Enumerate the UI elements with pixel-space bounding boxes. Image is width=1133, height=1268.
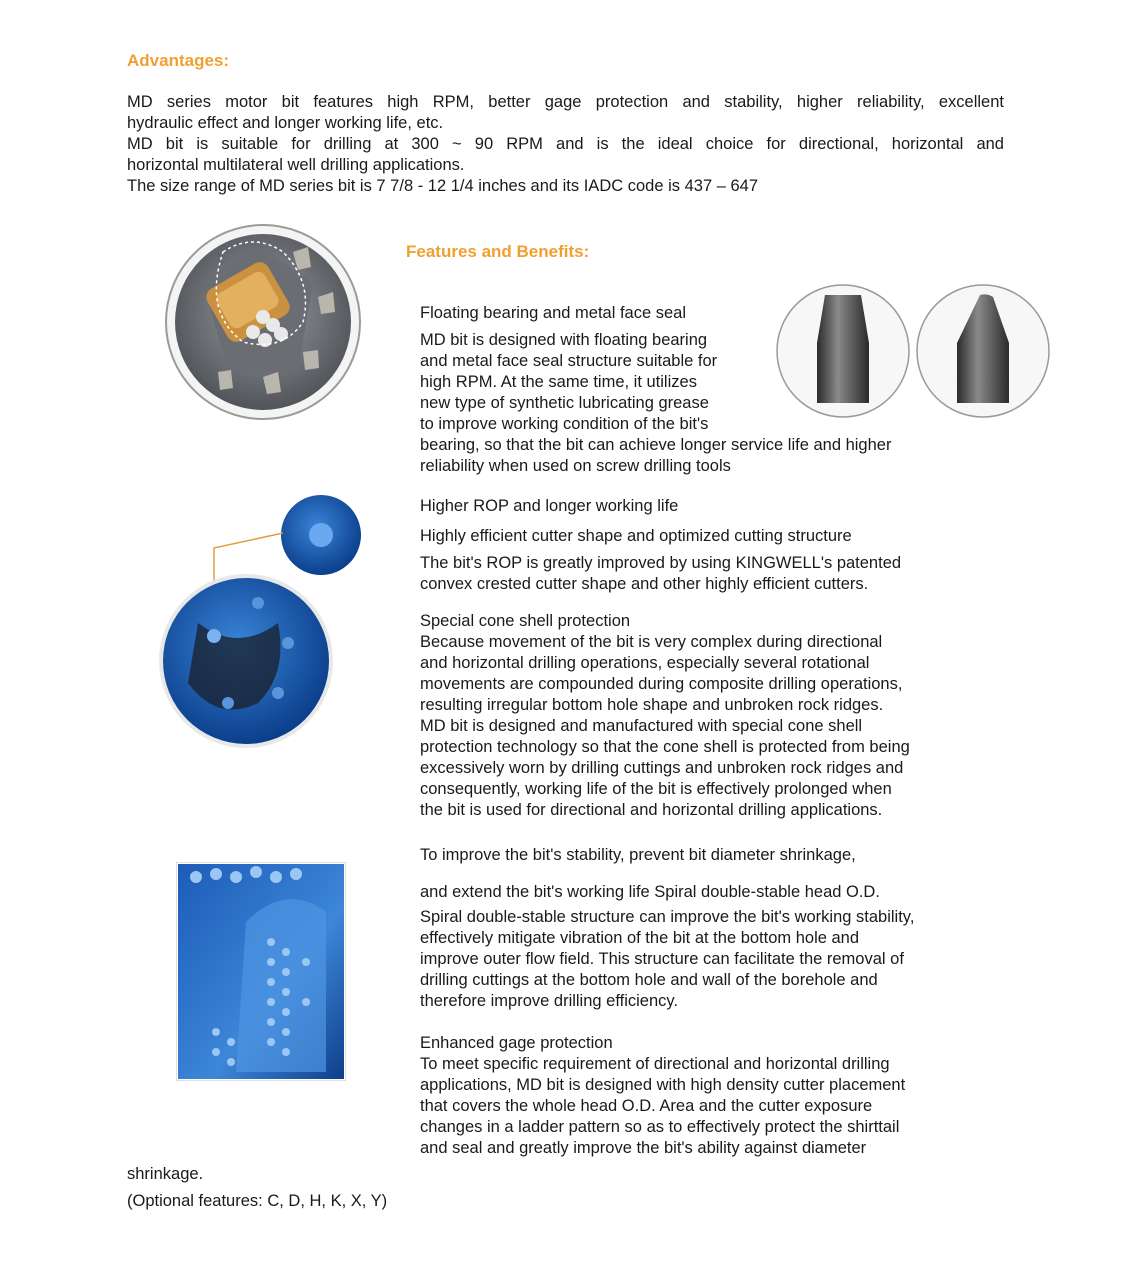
stability-line: improve outer flow field. This structure can facilitate the removal of: [420, 950, 904, 968]
cone-line: the bit is used for directional and horizontal drilling applications.: [420, 801, 883, 819]
rop-subtitle: Highly efficient cutter shape and optimized cutting structure: [420, 527, 852, 545]
cone-line: resulting irregular bottom hole shape and unbroken rock ridges.: [420, 696, 884, 714]
spiral-head-image: [176, 862, 346, 1081]
stability-line: drilling cuttings at the bottom hole and wall of the borehole and: [420, 971, 878, 989]
cone-line: Because movement of the bit is very complex during directional: [420, 633, 883, 651]
advantages-line-1b: hydraulic effect and longer working life, etc.: [127, 114, 444, 132]
features-heading: Features and Benefits:: [406, 242, 590, 261]
cone-line: consequently, working life of the bit is effectively prolonged when: [420, 780, 892, 798]
advantages-text: [127, 92, 1004, 197]
advantages-line-2a: MD bit is suitable for drilling at 300 ~ 90 RPM and is the ideal choice for directional, horizontal and: [127, 135, 1004, 153]
stability-line: Spiral double-stable structure can improve the bit's working stability,: [420, 908, 915, 926]
optional-features: (Optional features: C, D, H, K, X, Y): [127, 1192, 388, 1210]
blue-bit-zoom-image: [158, 493, 368, 749]
cone-line: and horizontal drilling operations, especially several rotational: [420, 654, 870, 672]
bearing-line: reliability when used on screw drilling tools: [420, 457, 731, 475]
cone-line: MD bit is designed and manufactured with special cone shell: [420, 717, 863, 735]
rop-line: convex crested cutter shape and other highly efficient cutters.: [420, 575, 869, 593]
bearing-line: MD bit is designed with floating bearing: [420, 331, 708, 349]
advantages-heading: Advantages:: [127, 51, 230, 70]
cone-line: protection technology so that the cone shell is protected from being: [420, 738, 910, 756]
rop-title: Higher ROP and longer working life: [420, 497, 679, 515]
cone-section: [420, 611, 910, 821]
stability-title-2: and extend the bit's working life Spiral double-stable head O.D.: [420, 883, 880, 901]
cone-line: excessively worn by drilling cuttings and unbroken rock ridges and: [420, 759, 904, 777]
gage-line: and seal and greatly improve the bit's ability against diameter: [420, 1139, 867, 1157]
bearing-line: and metal face seal structure suitable for: [420, 352, 718, 370]
stability-line: therefore improve drilling efficiency.: [420, 992, 679, 1010]
gage-line: changes in a ladder pattern so as to effectively protect the shirttail: [420, 1118, 900, 1136]
gage-line: that covers the whole head O.D. Area and the cutter exposure: [420, 1097, 873, 1115]
gage-title: Enhanced gage protection: [420, 1034, 613, 1052]
bearing-line: bearing, so that the bit can achieve longer service life and higher: [420, 436, 892, 454]
bearing-line: to improve working condition of the bit's: [420, 415, 709, 433]
gage-tail: shrinkage.: [127, 1165, 204, 1183]
bearing-title: Floating bearing and metal face seal: [420, 304, 686, 322]
stability-line: effectively mitigate vibration of the bit at the bottom hole and: [420, 929, 860, 947]
gage-line: applications, MD bit is designed with high density cutter placement: [420, 1076, 906, 1094]
stability-section: [420, 882, 914, 1012]
advantages-line-3: The size range of MD series bit is 7 7/8 - 12 1/4 inches and its IADC code is 437 – 647: [127, 177, 758, 195]
advantages-line-1a: MD series motor bit features high RPM, better gage protection and stability, higher reliability, excellent: [127, 93, 1004, 111]
rop-line: The bit's ROP is greatly improved by using KINGWELL's patented: [420, 554, 902, 572]
advantages-line-2b: horizontal multilateral well drilling applications.: [127, 156, 465, 174]
rop-section: [420, 496, 901, 595]
stability-title-1: To improve the bit's stability, prevent bit diameter shrinkage,: [420, 846, 856, 864]
bearing-cutaway-image: [163, 222, 363, 422]
bearing-line: new type of synthetic lubricating grease: [420, 394, 709, 412]
cone-line: movements are compounded during composite drilling operations,: [420, 675, 903, 693]
gage-line: To meet specific requirement of directional and horizontal drilling: [420, 1055, 890, 1073]
bearing-section: [420, 303, 891, 477]
gage-section: [420, 1033, 905, 1159]
bearing-line: high RPM. At the same time, it utilizes: [420, 373, 697, 391]
cone-title: Special cone shell protection: [420, 612, 631, 630]
